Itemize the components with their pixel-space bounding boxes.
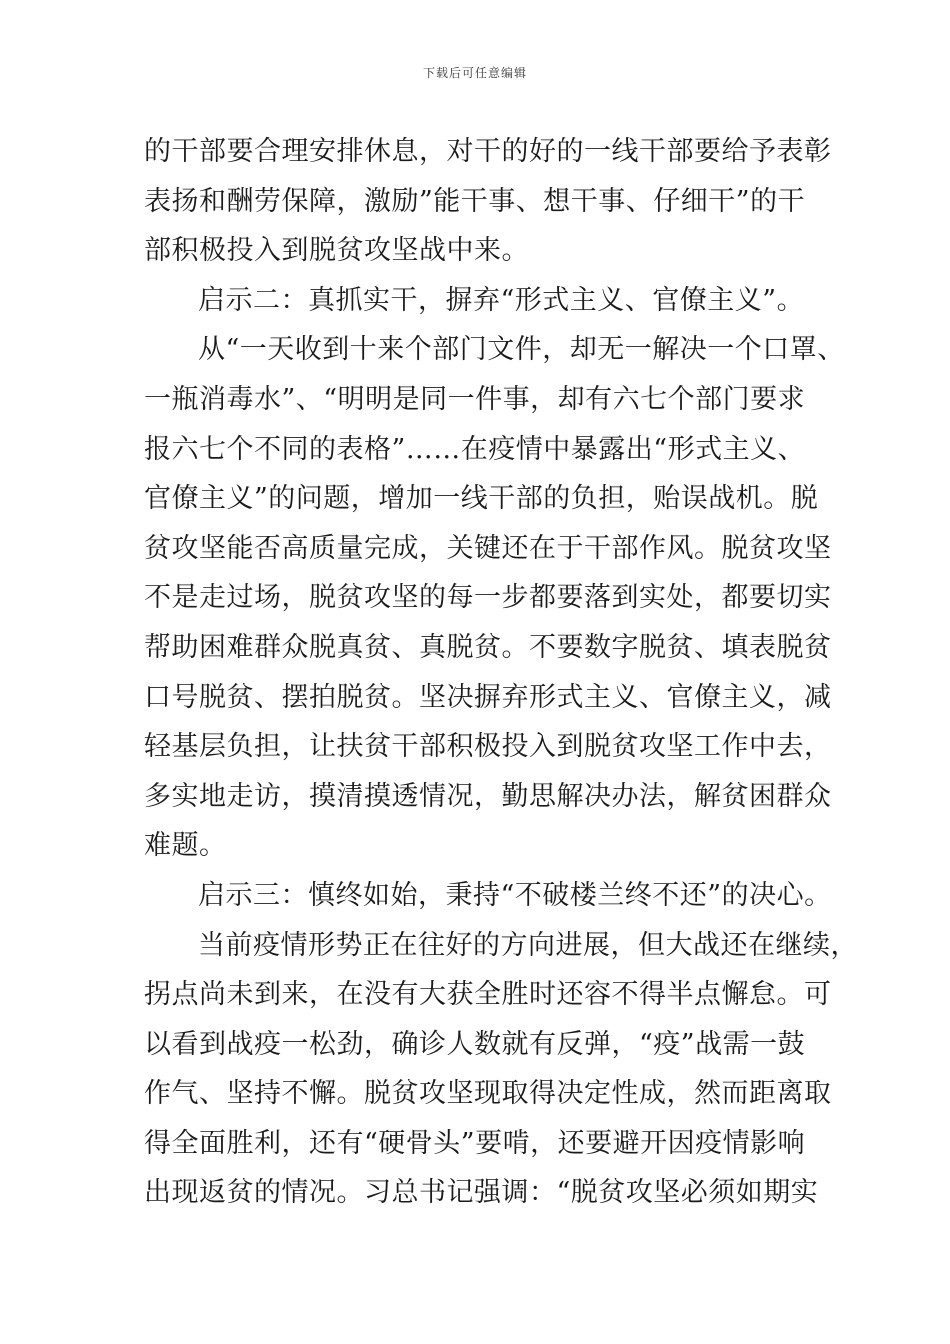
text-line: 得全面胜利，还有“硬骨头”要啃，还要避开因疫情影响 xyxy=(144,1127,806,1159)
text-line: 启示三：慎终如始，秉持“不破楼兰终不还”的决心。 xyxy=(198,879,832,911)
text-line: 官僚主义”的问题，增加一线干部的负担，贻误战机。脱 xyxy=(144,483,819,515)
text-line: 口号脱贫、摆拍脱贫。坚决摒弃形式主义、官僚主义，减 xyxy=(144,681,832,713)
text-line: 作气、坚持不懈。脱贫攻坚现取得决定性成，然而距离取 xyxy=(144,1078,832,1110)
text-line: 出现返贫的情况。习总书记强调：“脱贫攻坚必须如期实 xyxy=(144,1177,819,1209)
text-line: 多实地走访，摸清摸透情况，勤思解决办法，解贫困群众 xyxy=(144,780,832,812)
text-line: 贫攻坚能否高质量完成，关键还在于干部作风。脱贫攻坚 xyxy=(144,532,832,564)
text-line: 拐点尚未到来，在没有大获全胜时还容不得半点懈怠。可 xyxy=(144,979,832,1011)
text-line: 以看到战疫一松劲，确诊人数就有反弹，“疫”战需一鼓 xyxy=(144,1028,806,1060)
text-line: 难题。 xyxy=(144,830,227,862)
text-line: 轻基层负担，让扶贫干部积极投入到脱贫攻坚工作中去， xyxy=(144,731,832,763)
text-line: 帮助困难群众脱真贫、真脱贫。不要数字脱贫、填表脱贫 xyxy=(144,631,832,663)
text-line: 一瓶消毒水”、“明明是同一件事，却有六七个部门要求 xyxy=(144,383,806,415)
document-body xyxy=(144,127,858,1218)
text-line: 表扬和酬劳保障，激励”能干事、想干事、仔细干”的干 xyxy=(144,185,806,217)
text-line: 从“一天收到十来个部门文件，却无一解决一个口罩、 xyxy=(198,334,845,366)
text-line: 当前疫情形势正在往好的方向进展，但大战还在继续， xyxy=(198,929,858,961)
text-line: 不是走过场，脱贫攻坚的每一步都要落到实处，都要切实 xyxy=(144,582,832,614)
text-line: 的干部要合理安排休息，对干的好的一线干部要给予表彰 xyxy=(144,136,832,167)
page-header-note: 下载后可任意编辑 xyxy=(422,66,527,80)
text-line: 报六七个不同的表格”……在疫情中暴露出“形式主义、 xyxy=(144,433,806,465)
text-line: 启示二：真抓实干，摒弃“形式主义、官僚主义”。 xyxy=(198,284,805,316)
text-line: 部积极投入到脱贫攻坚战中来。 xyxy=(144,235,529,267)
